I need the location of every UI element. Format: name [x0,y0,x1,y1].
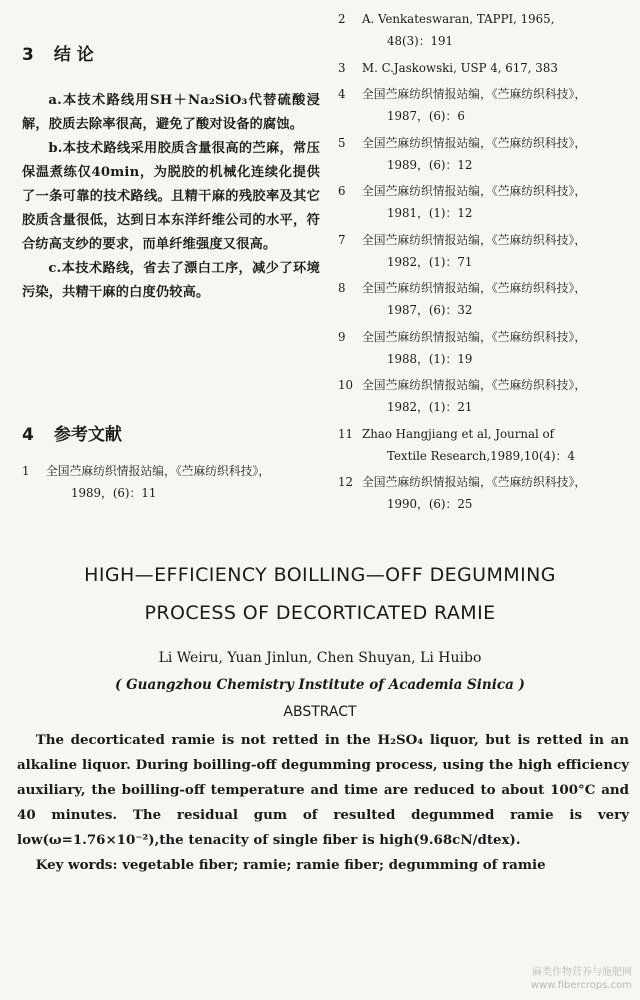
reference-number: 1 [22,464,30,478]
reference-item [338,132,628,176]
reference-line1: 全国苎麻纺织情报站编，《苎麻纺织科技》， [46,464,271,478]
abstract-text: The decorticated ramie is not retted in the H₂SO₄ liquor, but is retted in an alkaline liquor. During boilling-off degumming process, using the high efficiency auxiliary, the boilling-off temperature and time are reduced to about 100°C and 40 minutes. The residual gum of resulted degummed ramie is very low(ω=1.76×10⁻²),the tenacity of single fiber is high(9.68cN/dtex). [17,732,629,848]
reference-item [338,229,628,273]
english-title [0,556,640,632]
affiliation: ( Guangzhou Chemistry Institute of Academia Sinica ) [115,677,525,693]
reference-line2: 1981，(1)：12 [387,206,473,220]
conclusions-column [22,40,320,305]
english-title-line2: PROCESS OF DECORTICATED RAMIE [144,602,496,624]
reference-item [338,326,628,370]
reference-item [338,423,628,467]
conclusion-paragraph-c: c.本技术路线，省去了漂白工序，减少了环境污染，共精干麻的白度仍较高。 [22,261,320,300]
conclusions-body [22,89,320,305]
reference-item [338,83,628,127]
watermark-line1: 麻类作物营养与施肥网 [532,967,632,978]
reference-number: 4 [338,87,346,101]
reference-line1: 全国苎麻纺织情报站编，《苎麻纺织科技》， [362,475,587,489]
reference-line2: 1987，(6)：6 [387,109,465,123]
watermark-line2: www.fibercrops.com [530,980,632,991]
reference-number: 10 [338,378,354,392]
section-3-number: 3 [22,45,34,65]
reference-line2: 48(3)：191 [387,34,454,48]
reference-item [22,460,322,504]
reference-line2: 1988，(1)：19 [387,351,473,366]
reference-line2: 1990，(6)：25 [387,497,473,511]
section-3-title: 结 论 [53,45,94,65]
reference-item [338,180,628,224]
reference-number: 3 [338,60,346,75]
reference-line1: 全国苎麻纺织情报站编，《苎麻纺织科技》， [362,184,587,198]
reference-item [338,277,628,321]
keywords: Key words: vegetable fiber; ramie; ramie fiber; degumming of ramie [35,857,546,873]
reference-line1: 全国苎麻纺织情报站编，《苎麻纺织科技》， [362,87,587,101]
english-title-line1: HIGH—EFFICIENCY BOILLING—OFF DEGUMMING [84,564,556,586]
references-left [22,460,322,504]
section-4-heading [22,420,122,445]
conclusion-paragraph-b: b.本技术路线采用胶质含量很高的苎麻，常压保温煮练仅40min，为脱胶的机械化连续化提供了一条可靠的技术路线。且精干麻的残胶率及其它胶质含量很低，达到日本东洋纤维公司的水平，符合纺高支纱的要求，而单纤维强度又很高。 [22,141,320,252]
section-4-title: 参考文献 [53,425,122,445]
reference-line1: 全国苎麻纺织情报站编，《苎麻纺织科技》， [362,232,587,247]
reference-number: 9 [338,329,346,344]
reference-line2: Textile Research,1989,10(4)：4 [387,448,575,463]
reference-line1: Zhao Hangjiang et al, Journal of [362,426,554,441]
reference-item [338,57,628,79]
reference-line2: 1989，(6)：12 [387,157,473,172]
conclusion-paragraph-a: a.本技术路线用SH＋Na₂SiO₃代替硫酸浸解，胶质去除率很高，避免了酸对设备的腐蚀。 [22,93,320,132]
reference-line1: 全国苎麻纺织情报站编，《苎麻纺织科技》， [362,281,587,295]
reference-number: 8 [338,281,346,295]
reference-line1: A. Venkateswaran, TAPPI, 1965, [362,12,555,26]
abstract-heading: ABSTRACT [283,704,357,720]
reference-number: 2 [338,12,346,26]
reference-item [338,471,628,515]
reference-line1: 全国苎麻纺织情报站编，《苎麻纺织科技》， [362,329,587,344]
reference-number: 5 [338,135,346,150]
site-watermark [531,966,632,992]
reference-line1: 全国苎麻纺织情报站编，《苎麻纺织科技》， [362,135,587,150]
reference-line2: 1982，(1)：21 [387,400,473,414]
reference-line2: 1989，(6)：11 [71,486,157,500]
reference-number: 12 [338,475,354,489]
reference-line1: 全国苎麻纺织情报站编，《苎麻纺织科技》， [362,378,587,392]
reference-number: 11 [338,426,354,441]
reference-item [338,374,628,418]
reference-line1: M. C.Jaskowski, USP 4, 617, 383 [362,60,558,75]
reference-number: 6 [338,184,346,198]
reference-number: 7 [338,232,346,247]
section-3-heading [22,40,320,65]
reference-item [338,8,628,52]
references-right [338,8,628,520]
reference-line2: 1982，(1)：71 [387,254,473,269]
authors: Li Weiru, Yuan Jinlun, Chen Shuyan, Li Huibo [158,650,482,666]
section-4-number: 4 [22,425,34,445]
abstract-body [17,728,629,878]
reference-line2: 1987，(6)：32 [387,303,473,317]
